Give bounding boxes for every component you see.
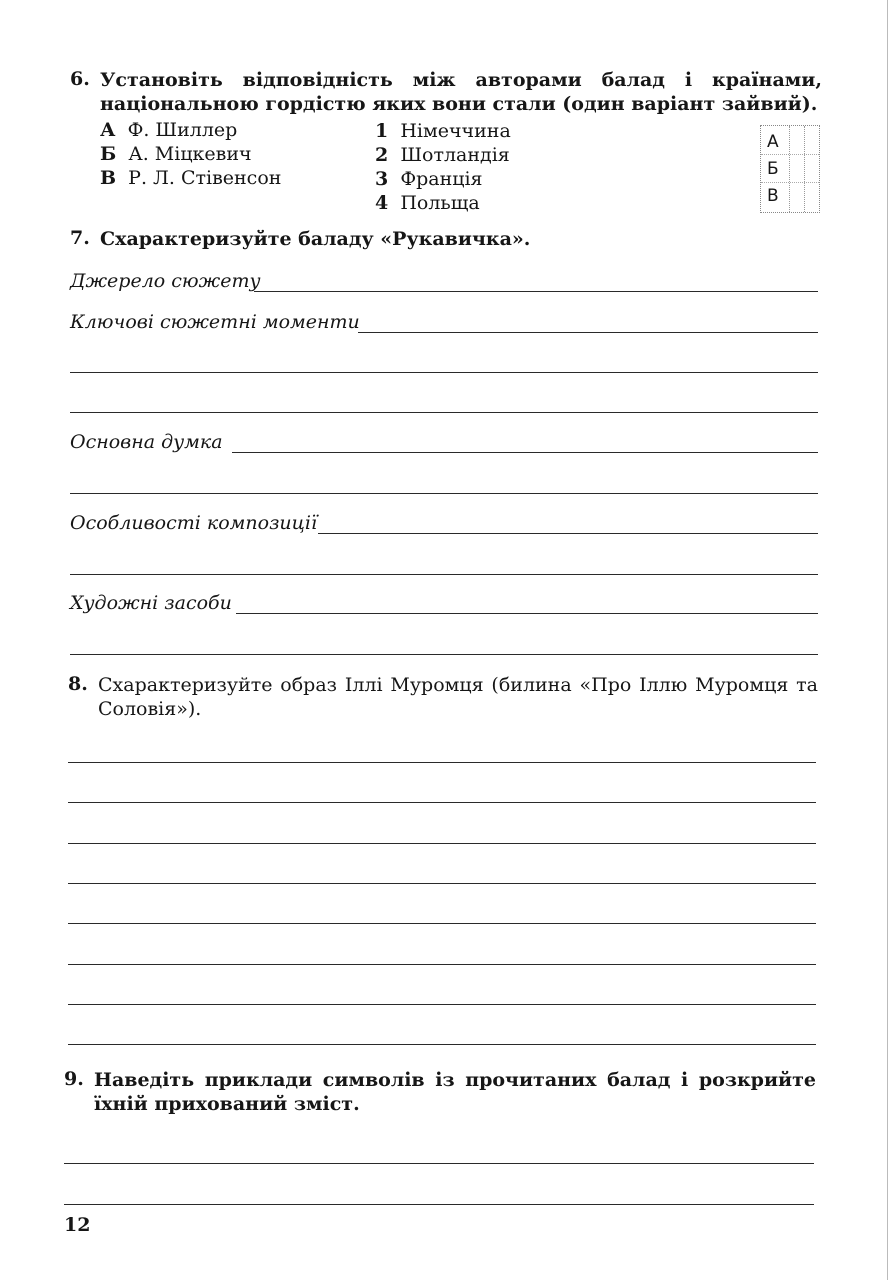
answer-line[interactable] (70, 372, 818, 373)
grid-row-label: В (767, 186, 779, 206)
answer-line[interactable] (68, 883, 816, 884)
answer-grid[interactable] (760, 125, 820, 213)
q9-text: Наведіть приклади символів із прочитаних балад і розкрийте їхній прихований зміст. (94, 1069, 816, 1115)
page-number: 12 (64, 1214, 91, 1236)
q6-country-2 (375, 144, 510, 166)
field-label-key-plot-moments: Ключові сюжетні моменти (70, 311, 360, 333)
answer-line[interactable] (68, 802, 816, 803)
q6-author-v (100, 167, 281, 189)
answer-line[interactable] (358, 332, 818, 333)
option-text: Р. Л. Стівенсон (128, 167, 282, 189)
grid-row-label: А (767, 132, 779, 152)
answer-line[interactable] (236, 613, 818, 614)
q6-country-3 (375, 168, 483, 190)
option-text: Франція (400, 168, 483, 190)
option-text: А. Міцкевич (128, 143, 252, 165)
page-edge-divider (887, 0, 891, 1280)
answer-line[interactable] (68, 964, 816, 965)
grid-row-label: Б (767, 159, 779, 179)
q7-text: Схарактеризуйте баладу «Рукавичка». (100, 228, 531, 250)
option-letter: В (100, 167, 117, 189)
q6-text: Установіть відповідність між авторами балад і країнами, національною гордістю яких вони стали (один варіант зайвий). (100, 69, 822, 115)
grid-column-separator (804, 126, 805, 212)
q8-number: 8. (68, 673, 88, 695)
option-text: Німеччина (400, 120, 511, 142)
q9-number: 9. (64, 1068, 84, 1090)
answer-line[interactable] (64, 1163, 814, 1164)
answer-line[interactable] (318, 533, 818, 534)
answer-line[interactable] (70, 654, 818, 655)
option-letter: А (100, 119, 116, 141)
answer-line[interactable] (70, 412, 818, 413)
answer-line[interactable] (232, 452, 818, 453)
field-label-plot-source: Джерело сюжету (70, 270, 261, 292)
option-digit: 3 (375, 168, 389, 190)
q6-country-1 (375, 120, 511, 142)
answer-line[interactable] (68, 1044, 816, 1045)
answer-line[interactable] (68, 843, 816, 844)
answer-line[interactable] (68, 923, 816, 924)
answer-line[interactable] (68, 1004, 816, 1005)
option-text: Польща (400, 192, 480, 214)
q6-number: 6. (70, 68, 90, 90)
grid-column-separator (789, 126, 790, 212)
q8-text: Схарактеризуйте образ Іллі Муромця (билина «Про Іллю Муромця та Соловія»). (98, 674, 818, 720)
answer-line[interactable] (254, 291, 818, 292)
option-letter: Б (100, 143, 117, 165)
q6-author-b (100, 143, 252, 165)
option-digit: 2 (375, 144, 389, 166)
answer-line[interactable] (68, 762, 816, 763)
q6-author-a (100, 119, 237, 141)
field-label-composition: Особливості композиції (70, 512, 318, 534)
answer-line[interactable] (70, 493, 818, 494)
field-label-main-idea: Основна думка (70, 431, 223, 453)
answer-line[interactable] (70, 574, 818, 575)
field-label-artistic-means: Художні засоби (70, 592, 232, 614)
option-text: Ф. Шиллер (127, 119, 238, 141)
option-text: Шотландія (400, 144, 510, 166)
option-digit: 4 (375, 192, 389, 214)
answer-line[interactable] (64, 1204, 814, 1205)
option-digit: 1 (375, 120, 389, 142)
q6-country-4 (375, 192, 480, 214)
q7-number: 7. (70, 227, 90, 249)
